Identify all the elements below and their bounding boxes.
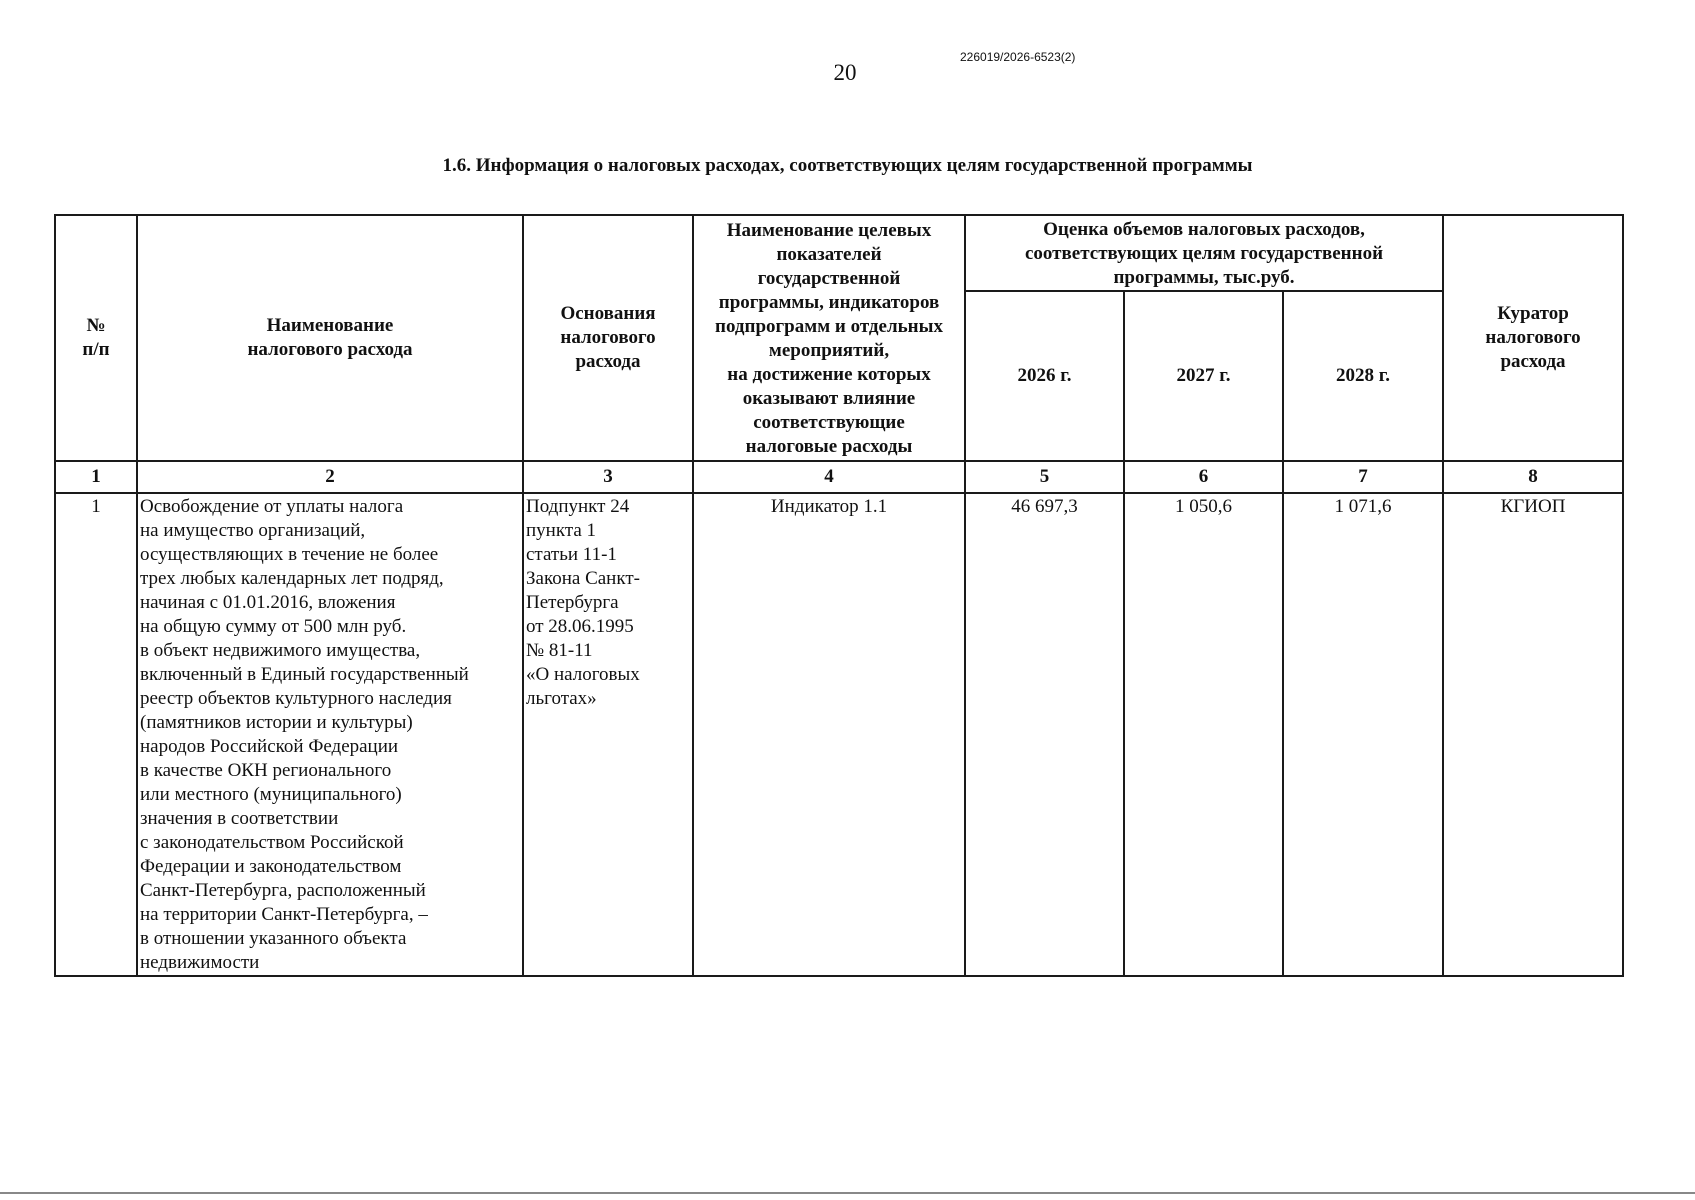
column-number-row <box>55 461 1623 493</box>
target-indicator: Индикатор 1.1 <box>693 493 965 976</box>
section-title: 1.6. Информация о налоговых расходах, соответствующих целям государственной программы <box>442 155 1253 176</box>
column-number: 3 <box>523 461 693 493</box>
header-year-2027: 2027 г. <box>1124 291 1283 461</box>
header-num: № п/п <box>55 215 137 461</box>
estimate-2028: 1 071,6 <box>1283 493 1443 976</box>
header-year-2026: 2026 г. <box>965 291 1124 461</box>
column-number: 6 <box>1124 461 1283 493</box>
header-curator: Куратор налогового расхода <box>1443 215 1623 461</box>
column-number: 1 <box>55 461 137 493</box>
column-number: 5 <box>965 461 1124 493</box>
header-targets: Наименование целевых показателей государственной программы, индикаторов подпрограмм и отдельных мероприятий, на достижение которых оказывают влияние соответствующие налоговые расходы <box>693 215 965 461</box>
tax-expenditure-table <box>54 214 1624 977</box>
scan-bottom-edge <box>0 1192 1695 1194</box>
column-number: 4 <box>693 461 965 493</box>
header-basis: Основания налогового расхода <box>523 215 693 461</box>
page-number: 20 <box>833 60 857 85</box>
column-number: 8 <box>1443 461 1623 493</box>
row-number: 1 <box>55 493 137 976</box>
column-number: 7 <box>1283 461 1443 493</box>
header-name: Наименование налогового расхода <box>137 215 523 461</box>
table-row <box>55 493 1623 976</box>
curator: КГИОП <box>1443 493 1623 976</box>
column-number: 2 <box>137 461 523 493</box>
header-year-2028: 2028 г. <box>1283 291 1443 461</box>
tax-expenditure-basis: Подпункт 24 пункта 1 статьи 11-1 Закона Санкт- Петербурга от 28.06.1995 № 81-11 «О налоговых льготах» <box>523 493 693 976</box>
header-estimate-group: Оценка объемов налоговых расходов, соответствующих целям государственной программы, тыс.руб. <box>965 215 1443 291</box>
estimate-2027: 1 050,6 <box>1124 493 1283 976</box>
estimate-2026: 46 697,3 <box>965 493 1124 976</box>
tax-expenditure-name: Освобождение от уплаты налога на имущество организаций, осуществляющих в течение не более трех любых календарных лет подряд, начиная с 01.01.2016, вложения на общую сумму от 500 млн руб. в объект недвижимого имущества, включенный в Единый государственный реестр объектов культурного наследия (памятников истории и культуры) народов Российской Федерации в качестве ОКН регионального или местного (муниципального) значения в соответствии с законодательством Российской Федерации и законодательством Санкт-Петербурга, расположенный на территории Санкт-Петербурга, – в отношении указанного объекта недвижимости <box>137 493 523 976</box>
document-id: 226019/2026-6523(2) <box>960 50 1076 64</box>
